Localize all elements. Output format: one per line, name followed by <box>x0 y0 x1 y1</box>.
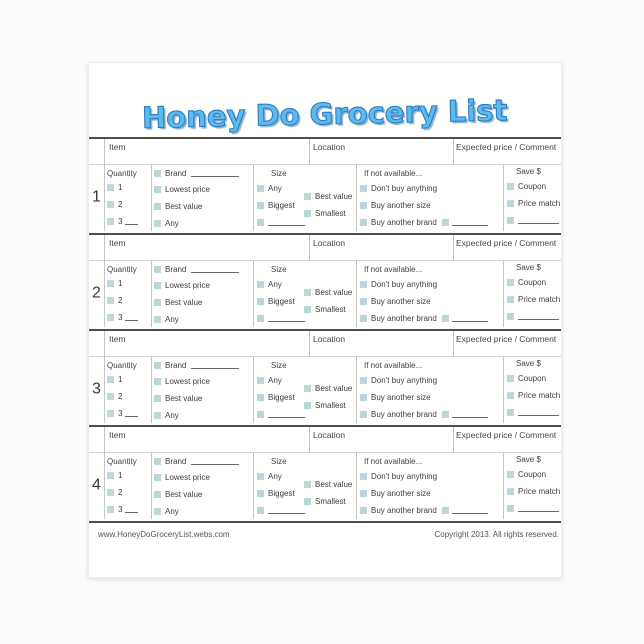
size-option-label: Any <box>268 376 282 385</box>
entry-detail-row <box>89 357 561 423</box>
item-column-label: Item <box>109 430 126 440</box>
quantity-option-label: 3 <box>118 313 123 322</box>
checkbox-size-smallest[interactable] <box>304 210 311 217</box>
brand-label: Brand <box>165 169 187 178</box>
save-option-label: Price match <box>518 391 561 400</box>
divider-line <box>453 427 454 452</box>
checkbox-other-brand[interactable] <box>442 315 449 322</box>
quantity-option-label: 3 <box>118 409 123 418</box>
checkbox-size-biggest[interactable] <box>257 394 264 401</box>
checkbox-brand-lowest-price[interactable] <box>154 378 161 385</box>
quantity-write-in-line[interactable] <box>125 218 138 225</box>
checkbox-quantity-2[interactable] <box>107 393 114 400</box>
checkbox-size-smallest[interactable] <box>304 498 311 505</box>
checkbox-dont-buy-anything[interactable] <box>360 281 367 288</box>
size-option-label: Smallest <box>315 209 346 218</box>
quantity-section <box>104 261 151 327</box>
save-option-label: Coupon <box>518 182 547 191</box>
quantity-write-in-line[interactable] <box>125 410 138 417</box>
brand-section <box>151 165 253 231</box>
checkbox-size-best-value[interactable] <box>304 481 311 488</box>
brand-alternative-write-in-line[interactable] <box>452 411 488 418</box>
size-option-label: Best value <box>315 192 353 201</box>
item-column-label: Item <box>109 142 126 152</box>
quantity-option-label: 2 <box>118 200 123 209</box>
list-entry-block <box>89 235 561 329</box>
entry-header-row <box>89 331 561 357</box>
divider-line <box>104 427 105 452</box>
checkbox-other-brand[interactable] <box>442 411 449 418</box>
not-available-option-label: Buy another size <box>371 393 431 402</box>
divider-line <box>309 235 310 260</box>
page-title: Honey Do Grocery List <box>142 93 508 135</box>
quantity-write-in-line[interactable] <box>125 314 138 321</box>
quantity-section <box>104 165 151 231</box>
save-label: Save $ <box>516 455 541 464</box>
checkbox-size-biggest[interactable] <box>257 490 264 497</box>
brand-option-label: Any <box>165 219 179 228</box>
entry-header-row <box>89 427 561 453</box>
checkbox-brand-any[interactable] <box>154 412 161 419</box>
checkbox-brand[interactable] <box>154 362 161 369</box>
size-option-label: Biggest <box>268 393 295 402</box>
not-available-option-label: Buy another size <box>371 201 431 210</box>
expected-price-column-label: Expected price / Comment <box>456 334 557 344</box>
entry-blocks-container <box>89 137 561 521</box>
brand-alternative-write-in-line[interactable] <box>452 507 488 514</box>
quantity-option-label: 1 <box>118 375 123 384</box>
size-option-label: Biggest <box>268 297 295 306</box>
brand-option-label: Best value <box>165 490 203 499</box>
checkbox-brand-best-value[interactable] <box>154 491 161 498</box>
checkbox-quantity-1[interactable] <box>107 184 114 191</box>
save-label: Save $ <box>516 359 541 368</box>
quantity-label: Quantity <box>107 361 137 370</box>
quantity-label: Quantity <box>107 265 137 274</box>
save-label: Save $ <box>516 167 541 176</box>
quantity-option-label: 3 <box>118 217 123 226</box>
checkbox-size-other[interactable] <box>257 219 264 226</box>
not-available-option-label: Don't buy anything <box>371 472 438 481</box>
brand-option-label: Any <box>165 315 179 324</box>
brand-section <box>151 453 253 519</box>
checkbox-price-match[interactable] <box>507 296 514 303</box>
save-label: Save $ <box>516 263 541 272</box>
entry-header-row <box>89 235 561 261</box>
size-section <box>253 165 356 231</box>
not-available-option-label: Buy another size <box>371 297 431 306</box>
size-label: Size <box>271 265 287 274</box>
checkbox-brand-any[interactable] <box>154 508 161 515</box>
checkbox-buy-another-size[interactable] <box>360 394 367 401</box>
checkbox-quantity-2[interactable] <box>107 297 114 304</box>
checkbox-price-match[interactable] <box>507 392 514 399</box>
checkbox-size-any[interactable] <box>257 473 264 480</box>
footer <box>89 523 561 564</box>
save-option-label: Coupon <box>518 374 547 383</box>
save-money-section <box>503 165 562 231</box>
location-column-label: Location <box>313 430 346 440</box>
checkbox-quantity-1[interactable] <box>107 376 114 383</box>
website-link[interactable]: www.HoneyDoGroceryList.webs.com <box>98 530 230 539</box>
size-write-in-line[interactable] <box>268 411 305 418</box>
brand-write-in-line[interactable] <box>191 266 239 273</box>
row-number: 1 <box>92 188 101 206</box>
checkbox-size-any[interactable] <box>257 281 264 288</box>
brand-option-label: Lowest price <box>165 281 210 290</box>
checkbox-buy-another-brand[interactable] <box>360 507 367 514</box>
brand-label: Brand <box>165 265 187 274</box>
save-write-in-line[interactable] <box>518 409 559 416</box>
divider-line <box>309 139 310 164</box>
checkbox-buy-another-size[interactable] <box>360 298 367 305</box>
checkbox-size-any[interactable] <box>257 377 264 384</box>
size-option-label: Smallest <box>315 305 346 314</box>
size-option-label: Best value <box>315 384 353 393</box>
brand-section <box>151 357 253 423</box>
brand-option-label: Best value <box>165 394 203 403</box>
checkbox-buy-another-brand[interactable] <box>360 219 367 226</box>
checkbox-coupon[interactable] <box>507 183 514 190</box>
checkbox-size-any[interactable] <box>257 185 264 192</box>
quantity-option-label: 2 <box>118 392 123 401</box>
not-available-option-label: Buy another brand <box>371 506 437 515</box>
size-option-label: Best value <box>315 288 353 297</box>
checkbox-quantity-3[interactable] <box>107 314 114 321</box>
brand-write-in-line[interactable] <box>191 362 239 369</box>
checkbox-price-match[interactable] <box>507 200 514 207</box>
copyright-text: Copyright 2013. All rights reserved. <box>434 530 559 539</box>
checkbox-size-other[interactable] <box>257 507 264 514</box>
brand-alternative-write-in-line[interactable] <box>452 315 488 322</box>
size-option-label: Any <box>268 280 282 289</box>
checkbox-size-biggest[interactable] <box>257 202 264 209</box>
save-money-section <box>503 453 562 519</box>
if-not-available-label: If not available... <box>364 457 423 466</box>
save-money-section <box>503 357 562 423</box>
checkbox-coupon[interactable] <box>507 375 514 382</box>
brand-option-label: Best value <box>165 202 203 211</box>
list-entry-block <box>89 331 561 425</box>
size-section <box>253 261 356 327</box>
divider-line <box>453 331 454 356</box>
expected-price-column-label: Expected price / Comment <box>456 142 557 152</box>
brand-section <box>151 261 253 327</box>
brand-alternative-write-in-line[interactable] <box>452 219 488 226</box>
checkbox-buy-another-size[interactable] <box>360 202 367 209</box>
checkbox-buy-another-brand[interactable] <box>360 315 367 322</box>
brand-label: Brand <box>165 361 187 370</box>
brand-option-label: Lowest price <box>165 185 210 194</box>
checkbox-brand-best-value[interactable] <box>154 395 161 402</box>
location-column-label: Location <box>313 334 346 344</box>
size-option-label: Biggest <box>268 201 295 210</box>
checkbox-dont-buy-anything[interactable] <box>360 185 367 192</box>
checkbox-quantity-3[interactable] <box>107 410 114 417</box>
checkbox-quantity-1[interactable] <box>107 280 114 287</box>
checkbox-brand-lowest-price[interactable] <box>154 282 161 289</box>
if-not-available-section <box>356 165 503 231</box>
save-option-label: Price match <box>518 295 561 304</box>
size-option-label: Smallest <box>315 401 346 410</box>
checkbox-size-other[interactable] <box>257 315 264 322</box>
checkbox-save-other[interactable] <box>507 409 514 416</box>
row-number: 4 <box>92 476 101 494</box>
checkbox-coupon[interactable] <box>507 279 514 286</box>
checkbox-brand[interactable] <box>154 458 161 465</box>
checkbox-size-smallest[interactable] <box>304 402 311 409</box>
if-not-available-label: If not available... <box>364 361 423 370</box>
not-available-option-label: Don't buy anything <box>371 184 438 193</box>
size-option-label: Any <box>268 184 282 193</box>
size-label: Size <box>271 457 287 466</box>
size-write-in-line[interactable] <box>268 219 305 226</box>
quantity-write-in-line[interactable] <box>125 506 138 513</box>
checkbox-quantity-2[interactable] <box>107 201 114 208</box>
entry-detail-row <box>89 453 561 519</box>
save-option-label: Price match <box>518 199 561 208</box>
divider-line <box>309 331 310 356</box>
entry-header-row <box>89 139 561 165</box>
quantity-option-label: 2 <box>118 488 123 497</box>
size-option-label: Biggest <box>268 489 295 498</box>
not-available-option-label: Buy another brand <box>371 410 437 419</box>
entry-detail-row <box>89 165 561 231</box>
checkbox-quantity-3[interactable] <box>107 218 114 225</box>
divider-line <box>104 139 105 164</box>
location-column-label: Location <box>313 142 346 152</box>
quantity-section <box>104 453 151 519</box>
checkbox-brand-any[interactable] <box>154 220 161 227</box>
checkbox-size-other[interactable] <box>257 411 264 418</box>
checkbox-other-brand[interactable] <box>442 507 449 514</box>
size-option-label: Smallest <box>315 497 346 506</box>
list-entry-block <box>89 427 561 521</box>
checkbox-price-match[interactable] <box>507 488 514 495</box>
notepad-page <box>88 62 562 578</box>
if-not-available-label: If not available... <box>364 169 423 178</box>
save-write-in-line[interactable] <box>518 505 559 512</box>
checkbox-other-brand[interactable] <box>442 219 449 226</box>
row-number: 2 <box>92 284 101 302</box>
size-write-in-line[interactable] <box>268 507 305 514</box>
save-write-in-line[interactable] <box>518 217 559 224</box>
item-column-label: Item <box>109 238 126 248</box>
save-option-label: Coupon <box>518 278 547 287</box>
size-write-in-line[interactable] <box>268 315 305 322</box>
if-not-available-label: If not available... <box>364 265 423 274</box>
checkbox-brand[interactable] <box>154 266 161 273</box>
checkbox-size-best-value[interactable] <box>304 193 311 200</box>
quantity-option-label: 1 <box>118 279 123 288</box>
quantity-option-label: 1 <box>118 183 123 192</box>
checkbox-brand-lowest-price[interactable] <box>154 186 161 193</box>
checkbox-buy-another-brand[interactable] <box>360 411 367 418</box>
divider-line <box>104 235 105 260</box>
quantity-option-label: 3 <box>118 505 123 514</box>
checkbox-dont-buy-anything[interactable] <box>360 473 367 480</box>
item-column-label: Item <box>109 334 126 344</box>
checkbox-save-other[interactable] <box>507 217 514 224</box>
brand-write-in-line[interactable] <box>191 458 239 465</box>
checkbox-dont-buy-anything[interactable] <box>360 377 367 384</box>
brand-label: Brand <box>165 457 187 466</box>
not-available-option-label: Buy another size <box>371 489 431 498</box>
size-label: Size <box>271 169 287 178</box>
checkbox-save-other[interactable] <box>507 505 514 512</box>
divider-line <box>453 235 454 260</box>
checkbox-size-best-value[interactable] <box>304 385 311 392</box>
save-option-label: Price match <box>518 487 561 496</box>
quantity-option-label: 2 <box>118 296 123 305</box>
checkbox-save-other[interactable] <box>507 313 514 320</box>
checkbox-quantity-1[interactable] <box>107 472 114 479</box>
not-available-option-label: Don't buy anything <box>371 376 438 385</box>
location-column-label: Location <box>313 238 346 248</box>
checkbox-brand-lowest-price[interactable] <box>154 474 161 481</box>
checkbox-quantity-2[interactable] <box>107 489 114 496</box>
divider-line <box>309 427 310 452</box>
brand-option-label: Best value <box>165 298 203 307</box>
not-available-option-label: Buy another brand <box>371 218 437 227</box>
quantity-option-label: 1 <box>118 471 123 480</box>
brand-option-label: Lowest price <box>165 473 210 482</box>
list-entry-block <box>89 139 561 233</box>
checkbox-brand-any[interactable] <box>154 316 161 323</box>
entry-detail-row <box>89 261 561 327</box>
checkbox-quantity-3[interactable] <box>107 506 114 513</box>
divider-line <box>104 331 105 356</box>
size-section <box>253 453 356 519</box>
checkbox-size-biggest[interactable] <box>257 298 264 305</box>
save-write-in-line[interactable] <box>518 313 559 320</box>
quantity-label: Quantity <box>107 457 137 466</box>
brand-option-label: Any <box>165 507 179 516</box>
expected-price-column-label: Expected price / Comment <box>456 430 557 440</box>
divider-line <box>453 139 454 164</box>
size-label: Size <box>271 361 287 370</box>
brand-option-label: Lowest price <box>165 377 210 386</box>
checkbox-brand-best-value[interactable] <box>154 299 161 306</box>
not-available-option-label: Buy another brand <box>371 314 437 323</box>
if-not-available-section <box>356 357 503 423</box>
size-option-label: Best value <box>315 480 353 489</box>
checkbox-coupon[interactable] <box>507 471 514 478</box>
size-section <box>253 357 356 423</box>
size-option-label: Any <box>268 472 282 481</box>
checkbox-size-best-value[interactable] <box>304 289 311 296</box>
brand-write-in-line[interactable] <box>191 170 239 177</box>
if-not-available-section <box>356 453 503 519</box>
checkbox-size-smallest[interactable] <box>304 306 311 313</box>
if-not-available-section <box>356 261 503 327</box>
save-option-label: Coupon <box>518 470 547 479</box>
brand-option-label: Any <box>165 411 179 420</box>
title-area <box>89 63 561 137</box>
save-money-section <box>503 261 562 327</box>
row-number: 3 <box>92 380 101 398</box>
quantity-label: Quantity <box>107 169 137 178</box>
quantity-section <box>104 357 151 423</box>
expected-price-column-label: Expected price / Comment <box>456 238 557 248</box>
checkbox-buy-another-size[interactable] <box>360 490 367 497</box>
not-available-option-label: Don't buy anything <box>371 280 438 289</box>
checkbox-brand[interactable] <box>154 170 161 177</box>
checkbox-brand-best-value[interactable] <box>154 203 161 210</box>
